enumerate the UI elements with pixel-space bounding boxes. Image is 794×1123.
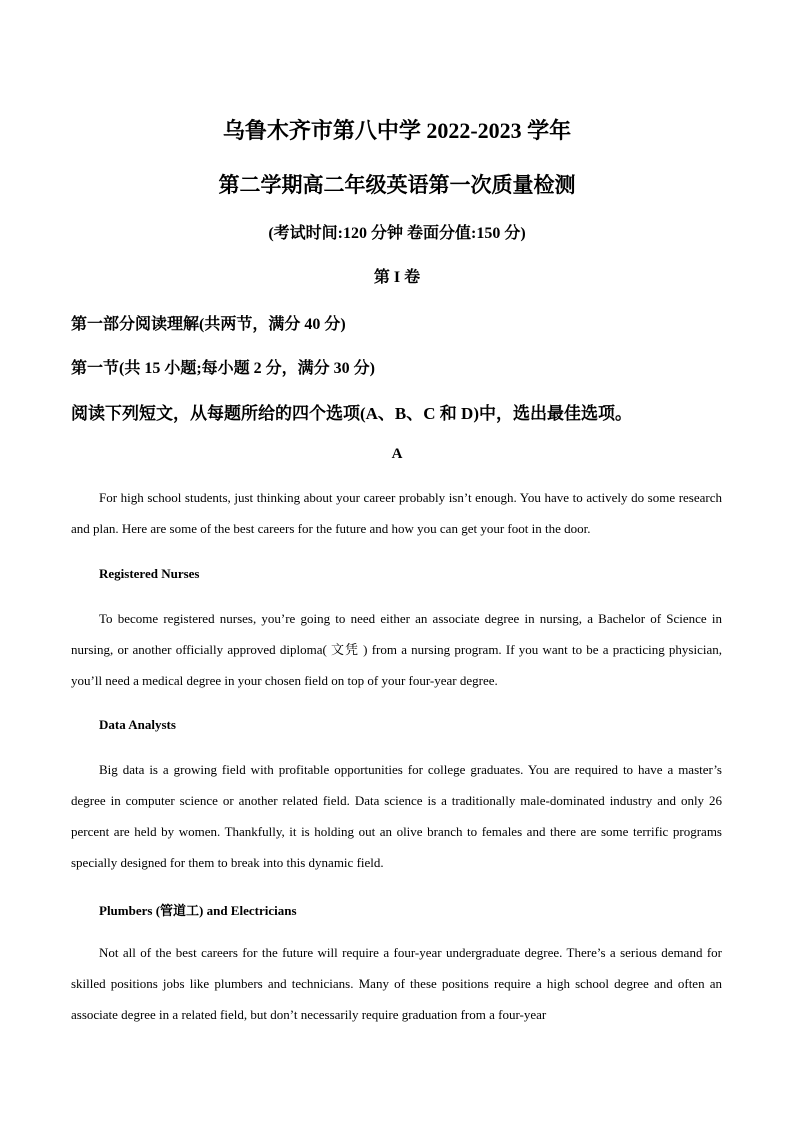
section-heading-data-analysts: Data Analysts <box>99 717 176 732</box>
directions: 阅读下列短文，从每题所给的四个选项(A、B、C 和 D)中，选出最佳选项。 <box>71 404 632 423</box>
section-body-data-analysts: Big data is a growing field with profitable opportunities for college graduates. You are required to have a master’s degree in computer science or another related field. Data science is a traditionally male-dominated industry and only 26 percent are held by women. Thankfully, it is holding out an olive branch to females and there are some terrific programs specially designed for them to break into this dynamic field. <box>71 762 722 870</box>
exam-title-line2: 第二学期高二年级英语第一次质量检测 <box>218 173 576 197</box>
passage-intro: For high school students, just thinking about your career probably isn’t enough. You have to actively do some research and plan. Here are some of the best careers for the future and how you can get your foot in the door. <box>71 490 722 536</box>
exam-title-line1: 乌鲁木齐市第八中学 2022-2023 学年 <box>222 118 572 143</box>
volume-label: 第 I 卷 <box>373 269 421 286</box>
section-heading-nurses: Registered Nurses <box>99 566 200 581</box>
section-heading-plumbers: Plumbers (管道工) and Electricians <box>99 903 297 918</box>
part-heading: 第一部分阅读理解(共两节，满分 40 分) <box>71 316 346 333</box>
section-body-plumbers: Not all of the best careers for the future will require a four-year undergraduate degree. There’s a serious demand for skilled positions jobs like plumbers and technicians. Many of these positions require a high school degree and often an associate degree in a related field, but don’t necessarily require graduation from a four-year <box>71 945 722 1022</box>
passage-label: A <box>391 446 403 462</box>
section-body-nurses: To become registered nurses, you’re going to need either an associate degree in nursing, a Bachelor of Science in nursing, or another officially approved diploma( 文凭 ) from a nursing program. If you want to be a practicing physician, you’ll need a medical degree in your chosen field on top of your four-year degree. <box>71 611 722 688</box>
exam-info: (考试时间:120 分钟 卷面分值:150 分) <box>268 225 526 242</box>
section-heading: 第一节(共 15 小题;每小题 2 分，满分 30 分) <box>71 360 375 377</box>
